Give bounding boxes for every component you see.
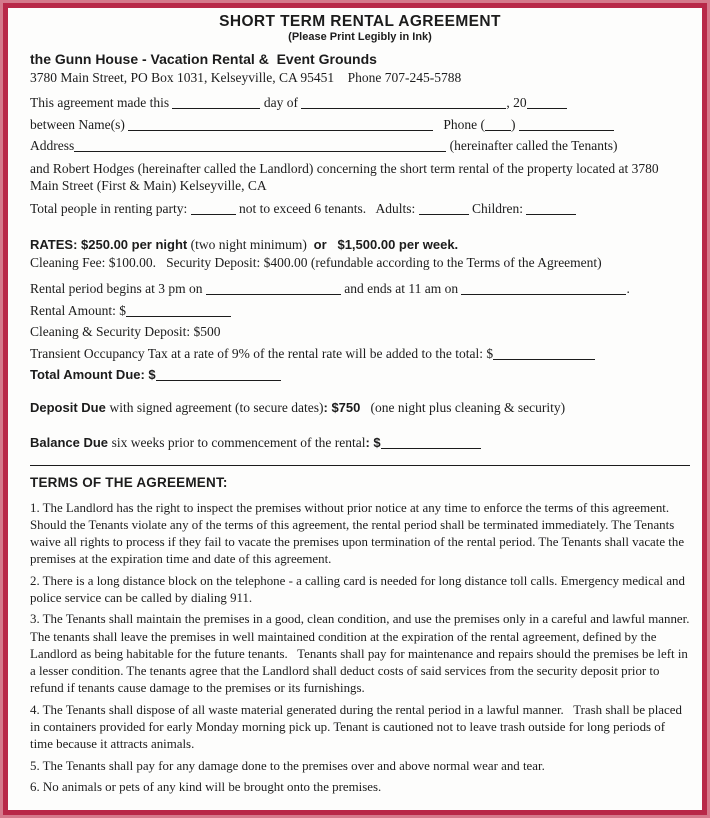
deposit-due-label: Deposit Due: [30, 399, 110, 415]
rental-agreement-document: [8, 8, 702, 810]
deposit-note-text: (one night plus cleaning & security): [360, 399, 566, 415]
total-due-line: [30, 364, 690, 386]
landlord-paragraph: and Robert Hodges (hereinafter called the Landlord) concerning the short term rental of the property located at 3780 Main Street (First & Main) Kelseyville, CA: [30, 160, 663, 193]
period-begin-text: Rental period begins at 3 pm on: [30, 281, 206, 296]
area-code-blank-field: [485, 117, 511, 131]
children-label-text: Children:: [468, 200, 527, 216]
party-size-line: [30, 198, 690, 220]
adults-blank-field: [419, 201, 469, 215]
total-due-label: Total Amount Due: $: [30, 367, 156, 382]
venue-name: the Gunn House - Vacation Rental & Event Grounds: [30, 51, 377, 67]
balance-dollar-text: : $: [365, 434, 381, 450]
document-border: [3, 3, 707, 815]
street-address: 3780 Main Street, PO Box 1031, Kelseyville, CA 95451: [30, 70, 335, 85]
rental-period-line: [30, 278, 690, 300]
term-paragraph-2: 2. There is a long distance block on the telephone - a calling card is needed for long distance toll calls. Emergency medical and police service can be called by dialing 911.: [30, 573, 689, 605]
balance-blank-field: [381, 435, 481, 449]
occupancy-tax-label: Transient Occupancy Tax at a rate of 9% of the rental rate will be added to the total: $: [30, 345, 494, 361]
between-names-text: between Name(s): [30, 116, 129, 132]
term-paragraph-1: 1. The Landlord has the right to inspect the premises without prior notice at any time to enforce the terms of this agreement. Should the Tenants violate any of the terms of this agreement, the rental period shall be terminated immediately. The Tenants waive all rights to process if they fail to vacate the premises upon termination of the rental period. The Tenants shall vacate the premises at the expiration time and date of this agreement.: [30, 500, 688, 567]
rental-amount-blank-field: [126, 303, 231, 317]
phone-paren-text: ): [510, 116, 519, 132]
agreement-date-text: This agreement made this: [30, 95, 173, 110]
tenants-suffix-text: (hereinafter called the Tenants): [446, 138, 618, 153]
section-divider: [30, 465, 690, 466]
deposit-amount-text: : $750: [323, 399, 361, 415]
day-blank-field: [172, 95, 260, 109]
year-blank-field: [527, 95, 567, 109]
rental-amount-label: Rental Amount: $: [30, 302, 126, 318]
begin-date-blank-field: [206, 281, 341, 295]
phone-number: Phone 707-245-5788: [334, 70, 462, 85]
document-subtitle: (Please Print Legibly in Ink): [288, 31, 432, 43]
balance-due-label: Balance Due: [30, 434, 112, 450]
rates-line: [30, 236, 690, 253]
phone-blank-field: [519, 117, 614, 131]
address-label-text: Address: [30, 138, 75, 153]
balance-terms-text: six weeks prior to commencement of the rental: [111, 434, 366, 450]
party-label-text: Total people in renting party:: [30, 200, 191, 216]
phone-label-text: Phone (: [433, 116, 485, 132]
venue-address-line: [30, 68, 690, 87]
party-count-blank-field: [191, 201, 236, 215]
adults-label-text: not to exceed 6 tenants. Adults:: [235, 200, 419, 216]
tenant-name-line: [30, 114, 690, 136]
tax-total-blank-field: [493, 346, 595, 360]
tenant-address-line: [30, 135, 690, 157]
term-paragraph-5: 5. The Tenants shall pay for any damage done to the premises over and above normal wear and tear.: [30, 758, 545, 773]
deposit-terms-text: with signed agreement (to secure dates): [109, 399, 324, 415]
period-end-text: and ends at 11 am on: [340, 281, 462, 296]
term-paragraph-6: 6. No animals or pets of any kind will be brought onto the premises.: [30, 779, 382, 794]
rates-bold-text: RATES: $250.00 per night: [30, 237, 188, 252]
total-due-blank-field: [156, 367, 281, 381]
rental-amount-line: [30, 300, 690, 322]
month-blank-field: [301, 95, 506, 109]
period-end-punct: .: [626, 281, 630, 296]
address-blank-field: [74, 138, 446, 152]
terms-heading: TERMS OF THE AGREEMENT:: [30, 474, 228, 490]
children-blank-field: [526, 201, 576, 215]
weekly-rate-text: or $1,500.00 per week.: [313, 237, 459, 252]
end-date-blank-field: [461, 281, 626, 295]
deposit-due-line: [30, 399, 690, 417]
term-paragraph-4: 4. The Tenants shall dispose of all waste material generated during the rental period in a lawful manner. Trash shall be placed in containers provided for early Monday morning pick up. Tenant is cautioned not to leave trash outside for long periods of time because it attracts animals.: [30, 702, 686, 752]
year-prefix-text: , 20: [506, 95, 527, 110]
rates-minimum-text: (two night minimum): [187, 237, 314, 252]
balance-due-line: [30, 434, 690, 452]
term-paragraph-3: 3. The Tenants shall maintain the premises in a good, clean condition, and use the premises only in a careful and lawful manner. The tenants shall leave the premises in well maintained condition at the expiration of the rental agreement, defined by the Landlord as being habitable for the future tenants. Tenants shall pay for maintenance and repairs should the premises be left in a lesser condition. The tenants agree that the Landlord shall deduct costs of said services from the security deposit prior to refund if tenants cause damage to the premises or its furnishings.: [30, 612, 693, 696]
day-of-text: day of: [260, 95, 302, 110]
agreement-date-line: [30, 92, 690, 114]
names-blank-field: [128, 117, 433, 131]
cleaning-security-line: Cleaning & Security Deposit: $500: [30, 324, 221, 339]
document-title: SHORT TERM RENTAL AGREEMENT: [219, 13, 501, 30]
cleaning-fee-line: Cleaning Fee: $100.00. Security Deposit: $400.00 (refundable according to the Terms of the Agreement): [30, 255, 602, 270]
occupancy-tax-line: [30, 343, 690, 365]
